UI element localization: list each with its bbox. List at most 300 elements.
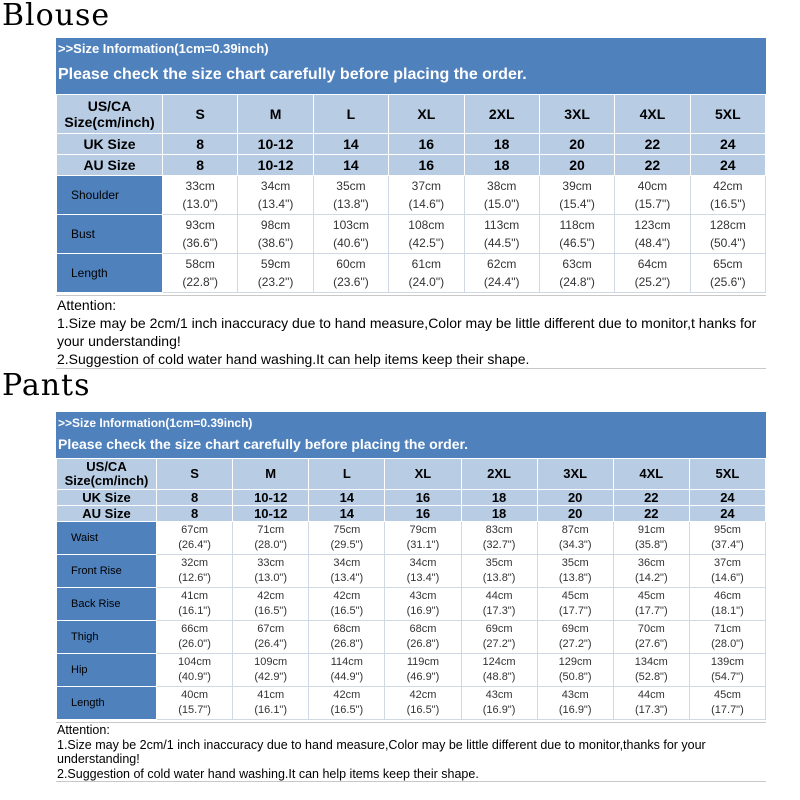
- inch-value: (15.7"): [178, 704, 211, 716]
- cm-value: 104cm: [178, 656, 212, 668]
- inch-value: (15.0"): [483, 197, 520, 211]
- au-size-value: 10-12: [233, 506, 309, 522]
- measurement-cell: [689, 654, 765, 687]
- uk-size-value: 22: [613, 490, 689, 506]
- measurement-label: Back Rise: [57, 588, 157, 621]
- inch-value: (25.2"): [634, 275, 671, 289]
- cm-value: 118cm: [559, 218, 595, 232]
- cm-value: 63cm: [562, 257, 592, 271]
- size-label: M: [233, 459, 309, 490]
- inch-value: (44.9"): [330, 671, 364, 683]
- inch-value: (48.8"): [482, 671, 516, 683]
- inch-value: (22.8"): [182, 275, 218, 289]
- measurement-cell: [689, 588, 765, 621]
- measurement-cell: [464, 254, 539, 293]
- blouse-info-header: [56, 38, 766, 94]
- inch-value: (16.9"): [558, 704, 592, 716]
- measurement-cell: [157, 621, 233, 654]
- cm-value: 37cm: [411, 179, 441, 193]
- measurement-cell: [613, 522, 689, 555]
- inch-value: (38.6"): [257, 236, 294, 250]
- cm-value: 66cm: [181, 623, 209, 635]
- measurement-cell: [539, 176, 614, 215]
- measurement-cell: [464, 215, 539, 254]
- cm-value: 60cm: [336, 257, 366, 271]
- measurement-cell: [157, 687, 233, 720]
- measurement-cell: [537, 687, 613, 720]
- uk-size-value: 20: [539, 134, 614, 155]
- cm-value: 69cm: [561, 623, 589, 635]
- measurement-cell: [309, 654, 385, 687]
- cm-value: 34cm: [333, 557, 361, 569]
- size-label: 4XL: [613, 459, 689, 490]
- au-size-value: 16: [385, 506, 461, 522]
- cm-value: 43cm: [409, 590, 437, 602]
- inch-value: (18.1"): [711, 605, 744, 617]
- cm-value: 33cm: [185, 179, 215, 193]
- measurement-cell: [613, 588, 689, 621]
- measurement-cell: [613, 621, 689, 654]
- inch-value: (44.5"): [483, 236, 520, 250]
- measurement-cell: [157, 588, 233, 621]
- measurement-cell: [163, 254, 238, 293]
- inch-value: (13.8"): [558, 572, 592, 584]
- measurement-cell: [613, 654, 689, 687]
- measurement-cell: [233, 522, 309, 555]
- inch-value: (50.8"): [558, 671, 592, 683]
- cm-value: 40cm: [637, 179, 668, 193]
- measurement-cell: [309, 555, 385, 588]
- inch-value: (34.3"): [558, 539, 592, 551]
- cm-value: 65cm: [713, 257, 743, 271]
- inch-value: (42.5"): [408, 236, 445, 250]
- size-header-row: [57, 95, 766, 134]
- inch-value: (24.4"): [483, 275, 520, 289]
- uk-size-value: 14: [309, 490, 385, 506]
- inch-value: (14.6"): [711, 572, 744, 584]
- size-label: 2XL: [461, 459, 537, 490]
- cm-value: 42cm: [333, 590, 361, 602]
- inch-value: (36.6"): [182, 236, 218, 250]
- uk-size-value: 8: [157, 490, 233, 506]
- cm-value: 34cm: [260, 179, 291, 193]
- measurement-cell: [537, 555, 613, 588]
- cm-value: 61cm: [411, 257, 441, 271]
- inch-value: (17.7"): [634, 605, 668, 617]
- cm-value: 91cm: [637, 524, 665, 536]
- uk-size-label: UK Size: [57, 490, 157, 506]
- blouse-size-info-line: >>Size Information(1cm=0.39inch): [58, 41, 269, 56]
- size-label: 2XL: [464, 95, 539, 134]
- inch-value: (16.9"): [482, 704, 516, 716]
- pants-section-title: Pants: [2, 368, 91, 403]
- cm-value: 64cm: [637, 257, 668, 271]
- inch-value: (37.4"): [711, 539, 744, 551]
- inch-value: (13.0"): [254, 572, 287, 584]
- measurement-cell: [689, 687, 765, 720]
- cm-value: 45cm: [637, 590, 665, 602]
- measurement-cell: [157, 555, 233, 588]
- cm-value: 62cm: [487, 257, 517, 271]
- cm-value: 36cm: [637, 557, 665, 569]
- cm-value: 124cm: [482, 656, 516, 668]
- measurement-cell: [309, 621, 385, 654]
- pants-table-body: [57, 459, 766, 720]
- attention-line-2: 2.Suggestion of cold water hand washing.It can help items keep their shape.: [57, 766, 479, 781]
- size-label: XL: [385, 459, 461, 490]
- inch-value: (13.0"): [182, 197, 218, 211]
- pants-size-info-line: >>Size Information(1cm=0.39inch): [58, 416, 253, 430]
- cm-value: 44cm: [485, 590, 513, 602]
- inch-value: (13.8"): [482, 572, 516, 584]
- measurement-cell: [385, 654, 461, 687]
- uk-size-value: 16: [385, 490, 461, 506]
- inch-value: (31.1"): [406, 539, 440, 551]
- cm-value: 134cm: [634, 656, 668, 668]
- measurement-cell: [615, 215, 690, 254]
- measurement-cell: [313, 254, 388, 293]
- cm-value: 35cm: [336, 179, 366, 193]
- measurement-cell: [238, 254, 313, 293]
- cm-value: 68cm: [409, 623, 437, 635]
- uk-size-value: 10-12: [238, 134, 313, 155]
- cm-value: 95cm: [713, 524, 741, 536]
- measurement-cell: [163, 176, 238, 215]
- measurement-cell: [539, 254, 614, 293]
- inch-value: (35.8"): [634, 539, 668, 551]
- au-size-value: 20: [537, 506, 613, 522]
- au-size-value: 24: [690, 155, 765, 176]
- measurement-cell: [385, 555, 461, 588]
- measurement-label: Thigh: [57, 621, 157, 654]
- pants-info-header: [56, 412, 766, 458]
- measurement-cell: [615, 176, 690, 215]
- measurement-label: Length: [57, 254, 163, 293]
- measurement-label: Front Rise: [57, 555, 157, 588]
- inch-value: (46.9"): [406, 671, 440, 683]
- pants-size-chart: [56, 412, 766, 782]
- blouse-check-notice: Please check the size chart carefully before placing the order.: [58, 66, 527, 83]
- measurement-cell: [238, 176, 313, 215]
- inch-value: (48.4"): [634, 236, 671, 250]
- uk-size-value: 8: [163, 134, 238, 155]
- inch-value: (15.4"): [559, 197, 595, 211]
- cm-value: 79cm: [409, 524, 437, 536]
- inch-value: (27.2"): [482, 638, 516, 650]
- cm-value: 67cm: [181, 524, 209, 536]
- cm-value: 67cm: [257, 623, 285, 635]
- au-size-value: 14: [313, 155, 388, 176]
- cm-value: 70cm: [637, 623, 665, 635]
- uk-size-value: 18: [461, 490, 537, 506]
- au-size-value: 18: [464, 155, 539, 176]
- uk-size-value: 14: [313, 134, 388, 155]
- au-size-value: 8: [163, 155, 238, 176]
- blouse-size-chart: [56, 38, 766, 369]
- attention-line-1: 1.Size may be 2cm/1 inch inaccuracy due to hand measure,Color may be little different due to monitor,thanks for your understanding!: [57, 737, 706, 766]
- cm-value: 42cm: [409, 689, 437, 701]
- size-label: 5XL: [690, 95, 765, 134]
- inch-value: (16.1"): [178, 605, 211, 617]
- measurement-row: [57, 654, 766, 687]
- cm-value: 114cm: [330, 656, 363, 668]
- measurement-row: [57, 522, 766, 555]
- inch-value: (23.6"): [333, 275, 369, 289]
- measurement-cell: [163, 215, 238, 254]
- inch-value: (32.7"): [482, 539, 516, 551]
- inch-value: (54.7"): [711, 671, 744, 683]
- cm-value: 42cm: [257, 590, 285, 602]
- measurement-cell: [233, 555, 309, 588]
- measurement-cell: [461, 588, 537, 621]
- au-size-value: 18: [461, 506, 537, 522]
- uk-size-value: 22: [615, 134, 690, 155]
- inch-value: (26.4"): [178, 539, 211, 551]
- cm-value: 83cm: [485, 524, 513, 536]
- measurement-cell: [464, 176, 539, 215]
- inch-value: (23.2"): [257, 275, 294, 289]
- inch-value: (16.5"): [330, 704, 364, 716]
- blouse-size-table: [56, 94, 766, 293]
- inch-value: (28.0"): [711, 638, 744, 650]
- inch-value: (13.4"): [257, 197, 294, 211]
- inch-value: (14.2"): [634, 572, 668, 584]
- measurement-cell: [689, 522, 765, 555]
- au-size-row: [57, 155, 766, 176]
- cm-value: 46cm: [713, 590, 741, 602]
- cm-value: 45cm: [561, 590, 589, 602]
- measurement-cell: [537, 522, 613, 555]
- size-label: 5XL: [689, 459, 765, 490]
- measurement-row: [57, 555, 766, 588]
- measurement-cell: [461, 687, 537, 720]
- measurement-cell: [385, 588, 461, 621]
- inch-value: (14.6"): [408, 197, 445, 211]
- cm-value: 119cm: [406, 656, 440, 668]
- measurement-label: Shoulder: [57, 176, 163, 215]
- cm-value: 37cm: [713, 557, 741, 569]
- measurement-cell: [389, 254, 464, 293]
- au-size-value: 22: [613, 506, 689, 522]
- inch-value: (13.8"): [333, 197, 369, 211]
- cm-value: 33cm: [257, 557, 285, 569]
- attention-line-1: 1.Size may be 2cm/1 inch inaccuracy due to hand measure,Color may be little different due to monitor,t hanks for your understanding!: [57, 315, 757, 349]
- inch-value: (16.9"): [406, 605, 440, 617]
- cm-value: 109cm: [254, 656, 288, 668]
- inch-value: (42.9"): [254, 671, 287, 683]
- measurement-cell: [689, 555, 765, 588]
- uk-size-value: 16: [389, 134, 464, 155]
- inch-value: (26.8"): [330, 638, 364, 650]
- size-label: L: [313, 95, 388, 134]
- au-size-value: 20: [539, 155, 614, 176]
- au-size-value: 14: [309, 506, 385, 522]
- measurement-cell: [233, 654, 309, 687]
- uk-size-value: 10-12: [233, 490, 309, 506]
- inch-value: (52.8"): [634, 671, 668, 683]
- measurement-cell: [461, 555, 537, 588]
- inch-value: (29.5"): [330, 539, 364, 551]
- us-ca-size-label: US/CA Size(cm/inch): [57, 459, 157, 490]
- cm-value: 139cm: [710, 656, 744, 668]
- inch-value: (17.3"): [482, 605, 516, 617]
- measurement-row: [57, 687, 766, 720]
- cm-value: 113cm: [484, 218, 520, 232]
- cm-value: 39cm: [562, 179, 592, 193]
- cm-value: 35cm: [561, 557, 589, 569]
- measurement-label: Length: [57, 687, 157, 720]
- cm-value: 58cm: [185, 257, 215, 271]
- cm-value: 87cm: [561, 524, 589, 536]
- au-size-row: [57, 506, 766, 522]
- measurement-cell: [157, 654, 233, 687]
- uk-size-value: 24: [690, 134, 765, 155]
- cm-value: 40cm: [181, 689, 209, 701]
- cm-value: 108cm: [408, 218, 445, 232]
- cm-value: 34cm: [409, 557, 437, 569]
- au-size-value: 16: [389, 155, 464, 176]
- measurement-label: Waist: [57, 522, 157, 555]
- inch-value: (28.0"): [254, 539, 287, 551]
- inch-value: (17.7"): [558, 605, 592, 617]
- au-size-value: 10-12: [238, 155, 313, 176]
- measurement-cell: [461, 621, 537, 654]
- cm-value: 103cm: [332, 218, 369, 232]
- cm-value: 123cm: [634, 218, 671, 232]
- cm-value: 69cm: [485, 623, 513, 635]
- cm-value: 93cm: [185, 218, 215, 232]
- inch-value: (27.2"): [558, 638, 592, 650]
- measurement-cell: [690, 215, 765, 254]
- measurement-row: [57, 588, 766, 621]
- uk-size-value: 18: [464, 134, 539, 155]
- measurement-cell: [689, 621, 765, 654]
- cm-value: 71cm: [257, 524, 285, 536]
- blouse-section-title: Blouse: [2, 0, 111, 33]
- cm-value: 128cm: [709, 218, 746, 232]
- pants-check-notice: Please check the size chart carefully before placing the order.: [58, 436, 469, 452]
- measurement-cell: [385, 522, 461, 555]
- cm-value: 71cm: [713, 623, 741, 635]
- inch-value: (17.7"): [711, 704, 744, 716]
- inch-value: (16.5"): [330, 605, 364, 617]
- au-size-value: 24: [689, 506, 765, 522]
- measurement-row: [57, 215, 766, 254]
- uk-size-row: [57, 490, 766, 506]
- measurement-row: [57, 176, 766, 215]
- measurement-cell: [389, 215, 464, 254]
- inch-value: (40.9"): [178, 671, 211, 683]
- attention-heading: Attention:: [57, 723, 110, 737]
- au-size-value: 8: [157, 506, 233, 522]
- size-label: M: [238, 95, 313, 134]
- blouse-attention-note: [56, 295, 766, 369]
- uk-size-value: 20: [537, 490, 613, 506]
- measurement-cell: [615, 254, 690, 293]
- measurement-label: Bust: [57, 215, 163, 254]
- cm-value: 129cm: [558, 656, 592, 668]
- attention-heading: Attention:: [57, 297, 117, 313]
- measurement-cell: [461, 654, 537, 687]
- inch-value: (24.8"): [559, 275, 595, 289]
- measurement-cell: [613, 555, 689, 588]
- uk-size-row: [57, 134, 766, 155]
- measurement-label: Hip: [57, 654, 157, 687]
- measurement-cell: [313, 215, 388, 254]
- measurement-row: [57, 254, 766, 293]
- inch-value: (40.6"): [333, 236, 369, 250]
- cm-value: 42cm: [713, 179, 743, 193]
- cm-value: 75cm: [333, 524, 361, 536]
- measurement-row: [57, 621, 766, 654]
- inch-value: (50.4"): [710, 236, 746, 250]
- measurement-cell: [613, 687, 689, 720]
- measurement-cell: [385, 687, 461, 720]
- inch-value: (13.4"): [330, 572, 364, 584]
- cm-value: 42cm: [333, 689, 361, 701]
- inch-value: (16.5"): [406, 704, 440, 716]
- measurement-cell: [539, 215, 614, 254]
- cm-value: 68cm: [333, 623, 361, 635]
- blouse-table-body: [57, 95, 766, 293]
- measurement-cell: [385, 621, 461, 654]
- inch-value: (26.8"): [406, 638, 440, 650]
- cm-value: 41cm: [257, 689, 285, 701]
- measurement-cell: [313, 176, 388, 215]
- inch-value: (16.5"): [710, 197, 746, 211]
- measurement-cell: [690, 254, 765, 293]
- au-size-label: AU Size: [57, 506, 157, 522]
- inch-value: (13.4"): [406, 572, 440, 584]
- inch-value: (17.3"): [634, 704, 668, 716]
- measurement-cell: [309, 588, 385, 621]
- inch-value: (27.6"): [634, 638, 668, 650]
- inch-value: (24.0"): [408, 275, 445, 289]
- size-label: 3XL: [539, 95, 614, 134]
- measurement-cell: [389, 176, 464, 215]
- uk-size-label: UK Size: [57, 134, 163, 155]
- cm-value: 41cm: [181, 590, 209, 602]
- cm-value: 98cm: [260, 218, 291, 232]
- inch-value: (16.1"): [254, 704, 287, 716]
- au-size-value: 22: [615, 155, 690, 176]
- size-label: L: [309, 459, 385, 490]
- cm-value: 32cm: [181, 557, 209, 569]
- measurement-cell: [233, 687, 309, 720]
- size-label: XL: [389, 95, 464, 134]
- size-header-row: [57, 459, 766, 490]
- us-ca-size-label: US/CA Size(cm/inch): [57, 95, 163, 134]
- inch-value: (46.5"): [559, 236, 595, 250]
- size-label: 4XL: [615, 95, 690, 134]
- size-label: S: [163, 95, 238, 134]
- cm-value: 35cm: [485, 557, 513, 569]
- measurement-cell: [690, 176, 765, 215]
- inch-value: (26.4"): [254, 638, 287, 650]
- measurement-cell: [309, 522, 385, 555]
- cm-value: 43cm: [561, 689, 589, 701]
- measurement-cell: [233, 588, 309, 621]
- measurement-cell: [537, 654, 613, 687]
- inch-value: (26.0"): [178, 638, 211, 650]
- pants-size-table: [56, 458, 766, 720]
- pants-attention-note: [56, 722, 766, 782]
- inch-value: (12.6"): [178, 572, 211, 584]
- measurement-cell: [233, 621, 309, 654]
- uk-size-value: 24: [689, 490, 765, 506]
- measurement-cell: [537, 621, 613, 654]
- inch-value: (16.5"): [254, 605, 287, 617]
